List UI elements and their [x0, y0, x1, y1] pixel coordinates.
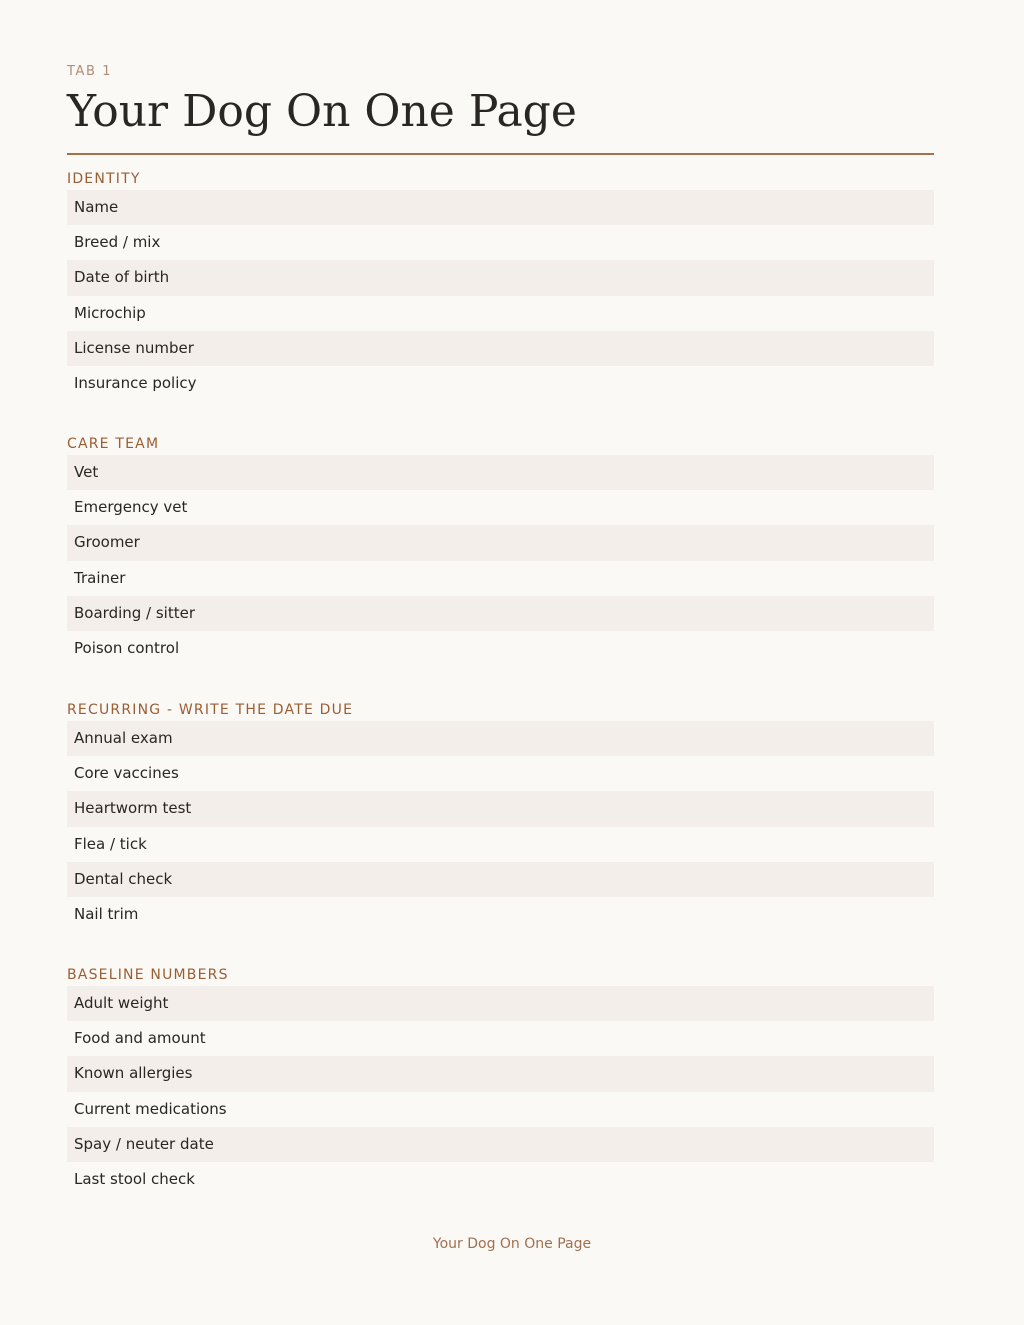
- field-row: Annual exam: [67, 721, 934, 756]
- field-row: Spay / neuter date: [67, 1127, 934, 1162]
- field-row: Name: [67, 190, 934, 225]
- field-list: [67, 190, 934, 401]
- field-row: Nail trim: [74, 904, 139, 923]
- section-title: CARE TEAM: [67, 436, 160, 452]
- field-row: Date of birth: [67, 260, 934, 295]
- section-title: BASELINE NUMBERS: [67, 967, 229, 983]
- field-row: Heartworm test: [67, 791, 934, 826]
- field-row: Breed / mix: [74, 233, 161, 252]
- section-care-team: [67, 433, 934, 666]
- title-divider: [67, 153, 934, 155]
- field-row: Insurance policy: [74, 373, 197, 392]
- field-row: Poison control: [74, 638, 180, 657]
- section-identity: [67, 168, 934, 401]
- field-list: [67, 721, 934, 932]
- section-recurring: [67, 699, 934, 932]
- field-row: Vet: [67, 455, 934, 490]
- tab-label: TAB 1: [67, 64, 113, 79]
- field-row: Flea / tick: [74, 834, 147, 853]
- field-row: License number: [67, 331, 934, 366]
- field-list: [67, 986, 934, 1197]
- field-row: Known allergies: [67, 1056, 934, 1091]
- field-row: Core vaccines: [74, 764, 179, 783]
- section-title: RECURRING - WRITE THE DATE DUE: [67, 702, 354, 718]
- field-row: Groomer: [67, 525, 934, 560]
- field-list: [67, 455, 934, 666]
- page-title: Your Dog On One Page: [67, 86, 577, 137]
- field-row: Current medications: [74, 1099, 227, 1118]
- field-row: Emergency vet: [74, 498, 188, 517]
- page-footer: Your Dog On One Page: [432, 1236, 592, 1252]
- field-row: Trainer: [74, 568, 126, 587]
- section-title: IDENTITY: [67, 171, 141, 187]
- field-row: Adult weight: [67, 986, 934, 1021]
- field-row: Last stool check: [74, 1169, 195, 1188]
- field-row: Boarding / sitter: [67, 596, 934, 631]
- field-row: Dental check: [67, 862, 934, 897]
- section-baseline-numbers: [67, 964, 934, 1197]
- field-row: Food and amount: [74, 1029, 206, 1048]
- field-row: Microchip: [74, 303, 146, 322]
